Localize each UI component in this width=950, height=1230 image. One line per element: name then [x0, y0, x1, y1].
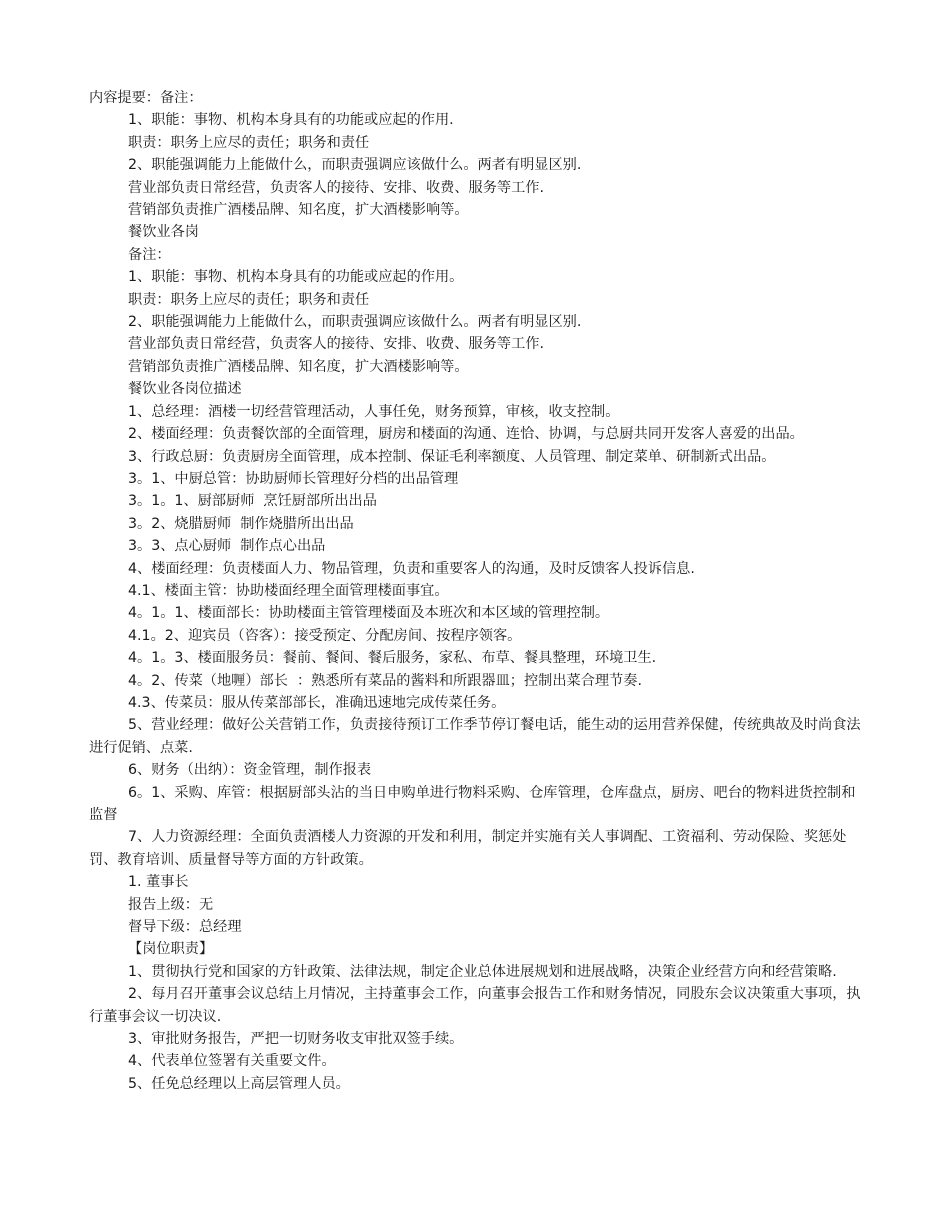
paragraph-text: 职责：职务上应尽的责任；职务和责任: [128, 134, 370, 151]
paragraph-text: 5、任免总经理以上高层管理人员。: [128, 1075, 350, 1092]
paragraph-line: [89, 692, 862, 714]
paragraph-text: 营业部负责日常经营，负责客人的接待、安排、收费、服务等工作.: [128, 179, 544, 196]
document-body: [89, 87, 862, 1095]
paragraph-line: [89, 490, 862, 512]
paragraph-text: 2、职能强调能力上能做什么，而职责强调应该做什么。两者有明显区别.: [128, 157, 582, 174]
paragraph-text: 3。2、烧腊厨师 制作烧腊所出出品: [128, 515, 354, 532]
paragraph-text: 1、职能：事物、机构本身具有的功能或应起的作用。: [128, 269, 464, 286]
paragraph-line: [89, 109, 862, 131]
paragraph-text: 营业部负责日常经营，负责客人的接待、安排、收费、服务等工作.: [128, 336, 544, 353]
paragraph-text: 报告上级：无: [128, 896, 214, 913]
paragraph-text: 【岗位职责】: [128, 941, 214, 958]
paragraph-line: [89, 221, 862, 243]
paragraph-line: 内容提要：备注：: [89, 90, 203, 106]
paragraph-text: 职责：职务上应尽的责任；职务和责任: [128, 291, 370, 308]
paragraph-line: [89, 535, 862, 557]
paragraph-line: [89, 423, 862, 445]
paragraph-line: [89, 961, 862, 983]
paragraph-text: 餐饮业各岗位描述: [128, 381, 242, 398]
paragraph-line: [89, 154, 862, 176]
paragraph-text: 4。1。1、楼面部长：协助楼面主管管理楼面及本班次和本区域的管理控制。: [128, 605, 610, 622]
paragraph-line: [89, 1050, 862, 1072]
paragraph-text: 7、人力资源经理：全面负责酒楼人力资源的开发和利用，制定并实施有关人事调配、工资福利、劳动保险、奖惩处罚、教育培训、质量督导等方面的方针政策。: [89, 829, 847, 868]
paragraph-line: [89, 1028, 862, 1050]
paragraph-text: 4。1。3、楼面服务员：餐前、餐间、餐后服务，家私、布草、餐具整理，环境卫生.: [128, 650, 657, 667]
paragraph-line: [89, 558, 862, 580]
paragraph-line: [89, 289, 862, 311]
paragraph-line: [89, 602, 862, 624]
paragraph-text: 3、审批财务报告，严把一切财务收支审批双签手续。: [128, 1031, 464, 1048]
paragraph-text: 餐饮业各岗: [128, 224, 199, 241]
paragraph-line: [89, 244, 862, 266]
paragraph-line: [89, 916, 862, 938]
paragraph-text: 1、职能：事物、机构本身具有的功能或应起的作用.: [128, 112, 454, 129]
paragraph-text: 备注：: [128, 246, 171, 263]
paragraph-text: 1、贯彻执行党和国家的方针政策、法律法规，制定企业总体进展规划和进展战略，决策企业经营方向和经营策略.: [128, 963, 837, 980]
paragraph-line: [89, 401, 862, 423]
paragraph-text: 营销部负责推广酒楼品牌、知名度，扩大酒楼影响等。: [128, 358, 469, 375]
paragraph-line: [89, 513, 862, 535]
paragraph-line: [89, 356, 862, 378]
paragraph-text: 4。2、传菜（地喱）部长 ：熟悉所有菜品的酱料和所跟器皿；控制出菜合理节奏.: [128, 672, 642, 689]
paragraph-text: 4.1、楼面主管：协助楼面经理全面管理楼面事宜。: [128, 582, 449, 599]
paragraph-text: 5、营业经理：做好公关营销工作，负责接待预订工作季节停订餐电话，能生动的运用营养保健，传统典故及时尚食法进行促销、点菜.: [89, 717, 861, 756]
paragraph-text: 营销部负责推广酒楼品牌、知名度，扩大酒楼影响等。: [128, 202, 469, 219]
paragraph-line: [89, 647, 862, 669]
paragraph-line: [89, 333, 862, 355]
paragraph-text: 2、职能强调能力上能做什么，而职责强调应该做什么。两者有明显区别.: [128, 314, 582, 331]
paragraph-line: [89, 759, 862, 781]
paragraph-line: [89, 199, 862, 221]
paragraph-line: [89, 378, 862, 400]
paragraph-line: [89, 1073, 862, 1095]
paragraph-line: [89, 983, 862, 1028]
paragraph-text: 6。1、采购、库管：根据厨部头沾的当日申购单进行物料采购、仓库管理，仓库盘点，厨房、吧台的物料进货控制和监督: [89, 784, 856, 823]
paragraph-text: 3。1。1、厨部厨师 烹饪厨部所出出品: [128, 493, 377, 510]
paragraph-text: 6、财务（出纳）：资金管理，制作报表: [128, 762, 372, 779]
paragraph-text: 4.1。2、迎宾员（咨客）：接受预定、分配房间、按程序领客。: [128, 627, 522, 644]
paragraph-line: [89, 625, 862, 647]
paragraph-line: [89, 782, 862, 827]
paragraph-line: [89, 580, 862, 602]
paragraph-text: 2、每月召开董事会议总结上月情况，主持董事会工作，向董事会报告工作和财务情况，同股东会议决策重大事项，执行董事会议一切决议.: [89, 986, 861, 1025]
paragraph-line: [89, 311, 862, 333]
paragraph-line: [89, 894, 862, 916]
paragraph-text: 1. 董事长: [128, 874, 189, 891]
paragraph-line: [89, 468, 862, 490]
paragraph-line: [89, 670, 862, 692]
paragraph-line: [89, 177, 862, 199]
paragraph-line: [89, 446, 862, 468]
paragraph-line: [89, 132, 862, 154]
paragraph-text: 4.3、传菜员：服从传菜部部长，准确迅速地完成传菜任务。: [128, 694, 506, 711]
paragraph-text: 督导下级：总经理: [128, 919, 242, 936]
paragraph-line: [89, 266, 862, 288]
paragraph-text: 4、楼面经理：负责楼面人力、物品管理，负责和重要客人的沟通，及时反馈客人投诉信息.: [128, 560, 695, 577]
paragraph-line: [89, 826, 862, 871]
paragraph-text: 1、总经理：酒楼一切经营管理活动，人事任免，财务预算，审核，收支控制。: [128, 403, 620, 420]
paragraph-text: 3。3、点心厨师 制作点心出品: [128, 538, 326, 555]
paragraph-line: [89, 714, 862, 759]
paragraph-line: [89, 938, 862, 960]
paragraph-text: 3、行政总厨：负责厨房全面管理，成本控制、保证毛利率额度、人员管理、制定菜单、研制新式出品。: [128, 448, 776, 465]
paragraph-text: 2、楼面经理：负责餐饮部的全面管理，厨房和楼面的沟通、连恰、协调，与总厨共同开发客人喜爱的出品。: [128, 426, 804, 443]
paragraph-text: 4、代表单位签署有关重要文件。: [128, 1053, 336, 1070]
paragraph-text: 3。1、中厨总管：协助厨师长管理好分档的出品管理: [128, 470, 459, 487]
paragraph-line: [89, 871, 862, 893]
